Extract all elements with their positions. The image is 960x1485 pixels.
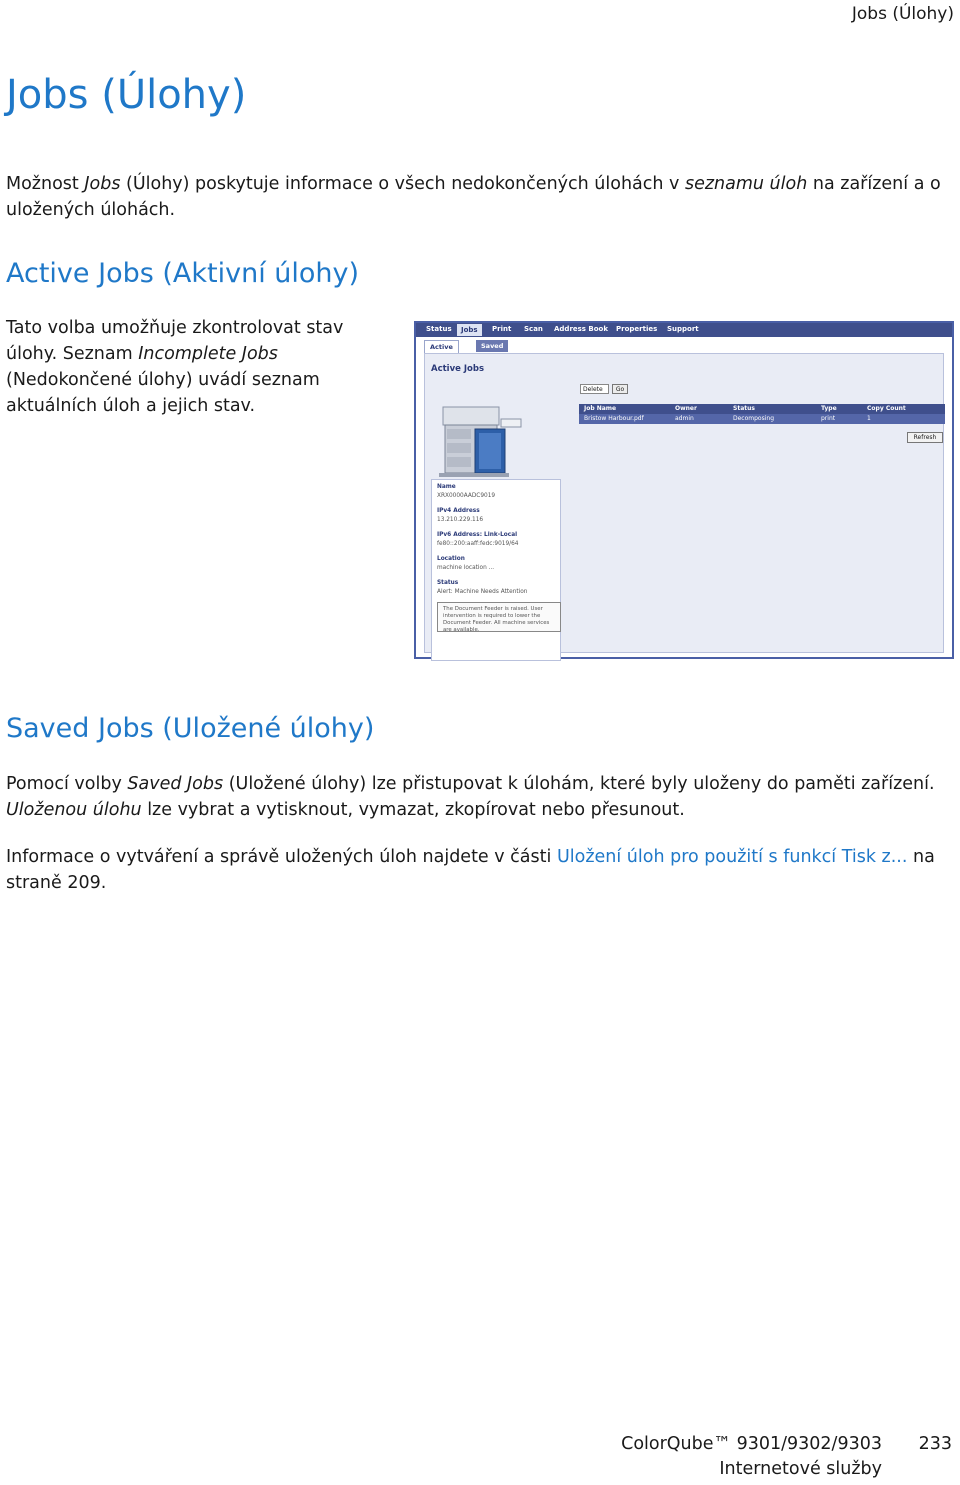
shot-device-info (431, 479, 561, 661)
page-number: 233 (918, 1434, 952, 1454)
active-text-1: Tato volba umožňuje zkontrolovat stav úlohy. Seznam (6, 318, 344, 364)
info-label: Name (437, 484, 456, 490)
active-jobs-paragraph (6, 315, 376, 419)
shot-panel (424, 353, 944, 653)
shot-action-select: Delete (580, 384, 609, 394)
page-title: Jobs (Úlohy) (6, 72, 247, 118)
info-value: 13.210.229.116 (437, 517, 484, 523)
intro-text-2: (Úlohy) poskytuje informace o všech nedokončených úlohách v (120, 174, 685, 194)
footer-product: ColorQube™ 9301/9302/9303 (621, 1434, 882, 1454)
shot-nav-bar (416, 323, 952, 337)
intro-text-1: Možnost (6, 174, 85, 194)
saved-emphasis-saved-job: Uloženou úlohu (6, 800, 142, 820)
footer-section: Internetové služby (719, 1459, 882, 1479)
shot-table-row (579, 414, 945, 424)
intro-text-3: na zařízení a o uložených úlohách. (6, 174, 941, 220)
shot-cell-type: print (821, 415, 836, 422)
shot-subtab-saved: Saved (476, 340, 508, 352)
info-value: XRX0000AADC9019 (437, 493, 496, 499)
shot-heading: Active Jobs (431, 364, 485, 374)
saved-text-1: Pomocí volby (6, 774, 128, 794)
saved-text-2: (Uložené úlohy) lze přistupovat k úlohám, které byly uloženy do paměti zařízení. (223, 774, 935, 794)
saved-text-3: lze vybrat a vytisknout, vymazat, zkopírovat nebo přesunout. (141, 800, 685, 820)
shot-nav-support: Support (667, 325, 699, 333)
shot-subtab-active: Active (424, 340, 459, 353)
shot-nav-properties: Properties (616, 325, 658, 333)
running-head: Jobs (Úlohy) (851, 4, 954, 24)
shot-cell-status: Decomposing (733, 415, 775, 422)
saved-jobs-heading: Saved Jobs (Uložené úlohy) (6, 713, 375, 744)
shot-col-job-name: Job Name (584, 405, 617, 412)
info-label: Location (437, 556, 465, 562)
active-jobs-heading: Active Jobs (Aktivní úlohy) (6, 258, 360, 289)
intro-paragraph (6, 171, 956, 223)
info-label: IPv6 Address: Link-Local (437, 532, 518, 538)
shot-cell-copy-count: 1 (867, 415, 871, 422)
active-jobs-screenshot (414, 321, 954, 659)
shot-nav-scan: Scan (524, 325, 543, 333)
shot-cell-job-name: Bristow Harbour.pdf (584, 415, 644, 422)
info-value: machine location ... (437, 565, 495, 571)
shot-nav-print: Print (492, 325, 512, 333)
info-label: Status (437, 580, 459, 586)
active-text-2: (Nedokončené úlohy) uvádí seznam aktuálních úloh a jejich stav. (6, 370, 320, 416)
reference-text: Informace o vytváření a správě uložených úloh najdete v části (6, 847, 557, 867)
intro-emphasis-jobs: Jobs (84, 174, 121, 194)
shot-nav-address-book: Address Book (554, 325, 609, 333)
shot-col-copy-count: Copy Count (867, 405, 906, 412)
info-value: Alert: Machine Needs Attention (437, 589, 528, 595)
shot-go-button: Go (612, 384, 628, 394)
shot-col-owner: Owner (675, 405, 697, 412)
shot-cell-owner: admin (675, 415, 694, 422)
shot-nav-jobs: Jobs (457, 324, 482, 336)
shot-nav-status: Status (426, 325, 452, 333)
saved-emphasis-saved-jobs: Saved Jobs (127, 774, 224, 794)
shot-col-status: Status (733, 405, 755, 412)
saved-jobs-reference (6, 844, 956, 896)
cross-reference-link[interactable]: Uložení úloh pro použití s funkcí Tisk z... (556, 847, 908, 867)
shot-alert-box: The Document Feeder is raised. User intervention is required to lower the Document Feeder. All machine services are available. (437, 602, 561, 632)
reference-page-text: na straně 209. (6, 847, 935, 893)
info-label: IPv4 Address (437, 508, 480, 514)
printer-icon (439, 401, 529, 479)
intro-emphasis-job-list: seznamu úloh (684, 174, 808, 194)
active-emphasis: Incomplete Jobs (138, 344, 278, 364)
shot-col-type: Type (821, 405, 837, 412)
shot-table-header (579, 404, 945, 414)
info-value: fe80::200:aaff:fedc:9019/64 (437, 541, 519, 547)
shot-refresh-button: Refresh (907, 432, 943, 443)
saved-jobs-paragraph (6, 771, 956, 823)
